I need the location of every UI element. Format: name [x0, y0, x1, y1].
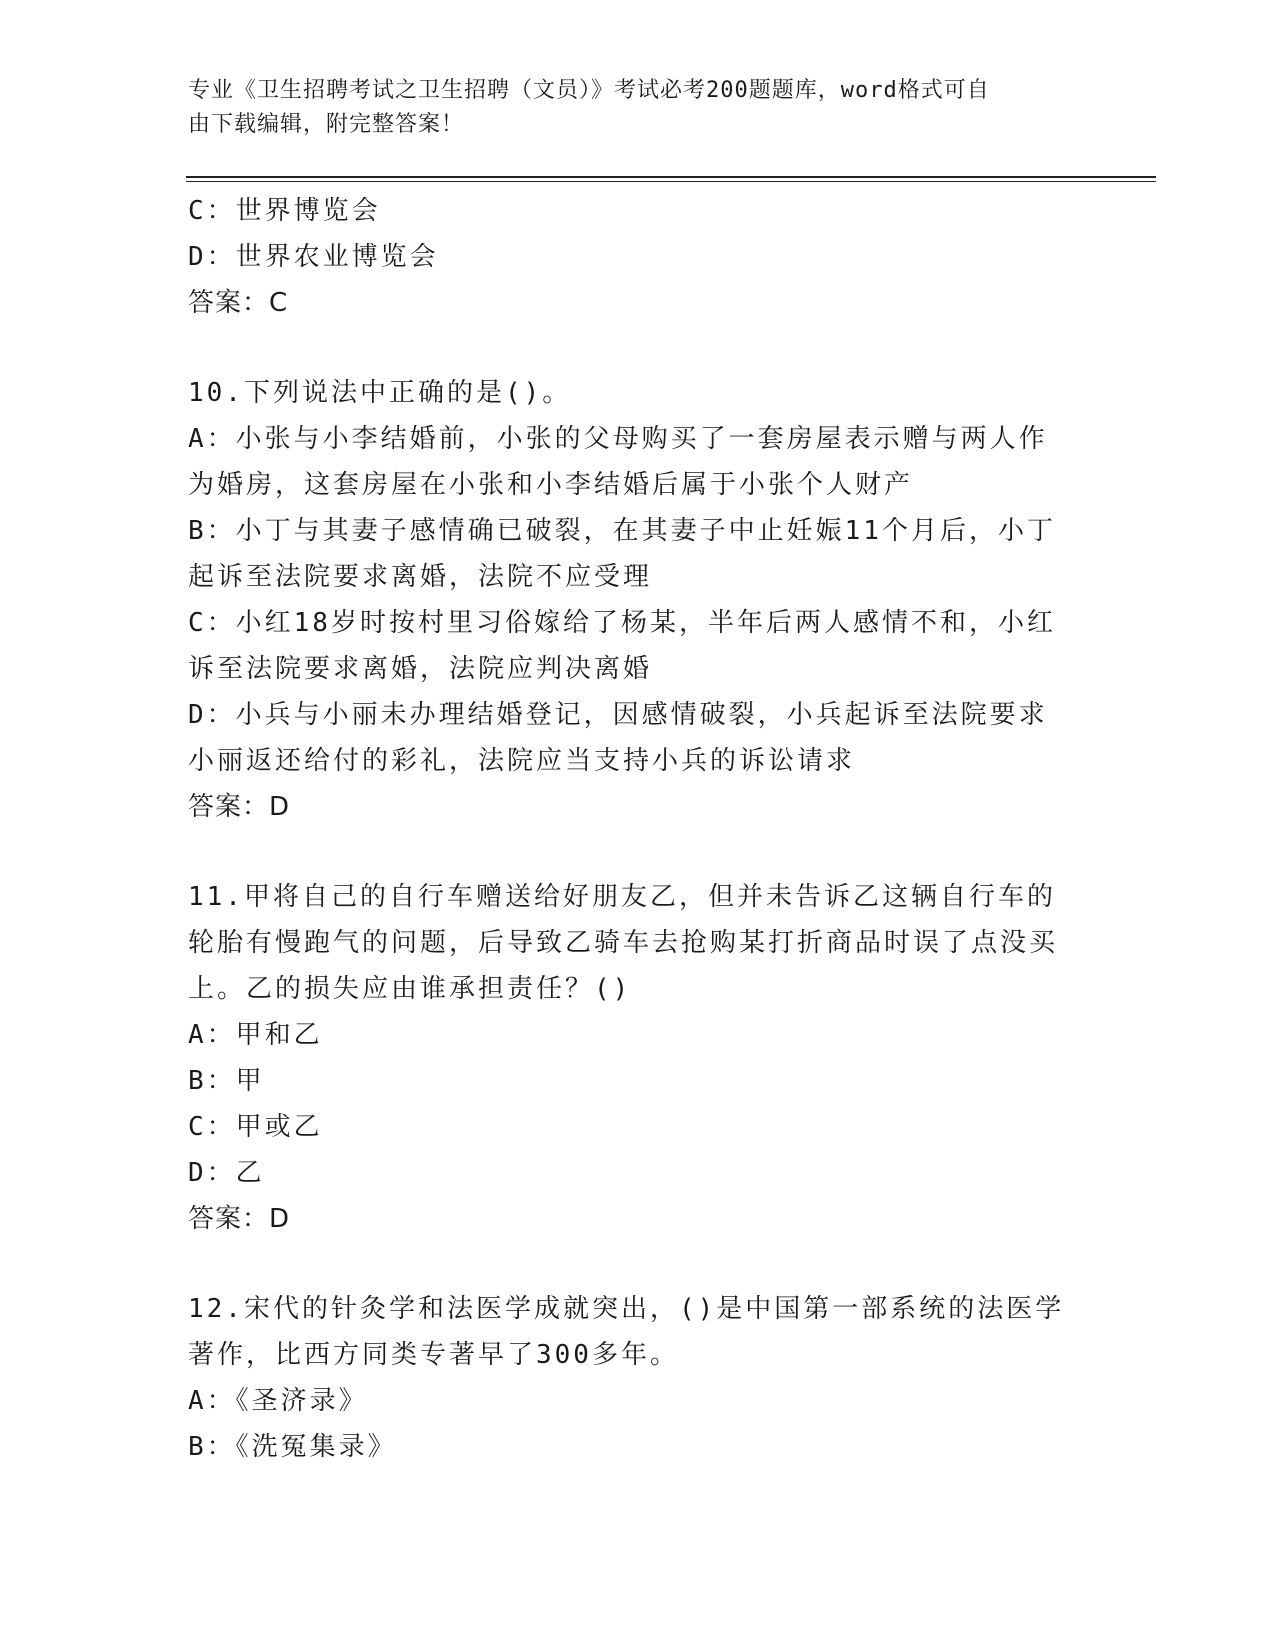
page-header: [188, 74, 1068, 142]
option-b: B：小丁与其妻子感情确已破裂，在其妻子中止妊娠11个月后，小丁起诉至法院要求离婚，法院不应受理: [188, 516, 1056, 592]
option-d: D：乙: [188, 1158, 265, 1188]
option-d: D：小兵与小丽未办理结婚登记，因感情破裂，小兵起诉至法院要求小丽返还给付的彩礼，法院应当支持小兵的诉讼请求: [188, 700, 1048, 776]
header-rule-thick: [186, 176, 1156, 178]
header-line-2: 由下载编辑，附完整答案！: [188, 112, 465, 137]
question-text: 12.宋代的针灸学和法医学成就突出，()是中国第一部系统的法医学著作，比西方同类专著早了300多年。: [188, 1294, 1065, 1370]
question-block: [188, 188, 1068, 326]
option-c: C：世界博览会: [188, 196, 381, 226]
spacer: [188, 326, 1068, 370]
spacer: [188, 1242, 1068, 1286]
question-block: [188, 1286, 1068, 1470]
option-b: B：《洗冤集录》: [188, 1432, 397, 1462]
question-block: [188, 874, 1068, 1242]
option-a: A：《圣济录》: [188, 1386, 368, 1416]
answer-line: 答案：C: [188, 288, 289, 318]
option-c: C：甲或乙: [188, 1112, 323, 1142]
answer-line: 答案：D: [188, 1204, 291, 1234]
question-block: [188, 370, 1068, 830]
spacer: [188, 830, 1068, 874]
question-text: 10.下列说法中正确的是()。: [188, 378, 572, 408]
option-a: A：小张与小李结婚前，小张的父母购买了一套房屋表示赠与两人作为婚房，这套房屋在小张和小李结婚后属于小张个人财产: [188, 424, 1048, 500]
option-c: C：小红18岁时按村里习俗嫁给了杨某，半年后两人感情不和，小红诉至法院要求离婚，法院应判决离婚: [188, 608, 1056, 684]
header-line-1: 专业《卫生招聘考试之卫生招聘（文员）》考试必考200题题库，word格式可自: [188, 78, 990, 103]
question-text: 11.甲将自己的自行车赠送给好朋友乙，但并未告诉乙这辆自行车的轮胎有慢跑气的问题，后导致乙骑车去抢购某打折商品时误了点没买上。乙的损失应由谁承担责任？(): [188, 882, 1059, 1004]
header-rule-thin: [186, 181, 1156, 182]
question-list: [188, 188, 1068, 1470]
answer-line: 答案：D: [188, 792, 291, 822]
option-b: B：甲: [188, 1066, 265, 1096]
option-a: A：甲和乙: [188, 1020, 323, 1050]
option-d: D：世界农业博览会: [188, 242, 439, 272]
